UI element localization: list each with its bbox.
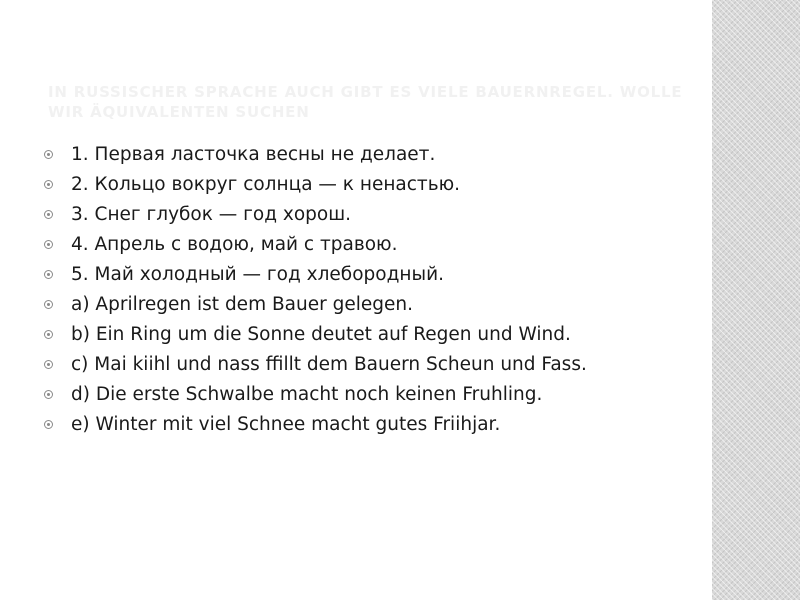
list-item xyxy=(44,353,644,376)
list-item xyxy=(44,413,644,436)
list-item-text: 3. Снег глубок — год хорош. xyxy=(71,204,352,225)
list-item xyxy=(44,173,644,196)
target-bullet-icon xyxy=(44,270,53,279)
list-item-text: e) Winter mit viel Schnee macht gutes Friihjar. xyxy=(71,414,501,435)
list-item-text: a) Aprilregen ist dem Bauer gelegen. xyxy=(71,294,413,315)
target-bullet-icon xyxy=(44,390,53,399)
list-item-text: d) Die erste Schwalbe macht noch keinen Fruhling. xyxy=(71,384,543,405)
side-decor-band xyxy=(712,0,800,600)
list-item-text: 2. Кольцо вокруг солнца — к ненастью. xyxy=(71,174,461,195)
target-bullet-icon xyxy=(44,210,53,219)
list-item-text: 4. Апрель с водою, май с травою. xyxy=(71,234,398,255)
slide-title: IN RUSSISCHER SPRACHE AUCH GIBT ES VIELE BAUERNREGEL. WOLLE WIR ÄQUIVALENTEN SUCHEN xyxy=(48,83,683,121)
target-bullet-icon xyxy=(44,330,53,339)
target-bullet-icon xyxy=(44,240,53,249)
list-item xyxy=(44,383,644,406)
list-item xyxy=(44,203,644,226)
list-item xyxy=(44,323,644,346)
target-bullet-icon xyxy=(44,360,53,369)
list-item xyxy=(44,143,644,166)
target-bullet-icon xyxy=(44,180,53,189)
list-item-text: 5. Май холодный — год хлебородный. xyxy=(71,264,444,285)
list-item xyxy=(44,293,644,316)
list-item xyxy=(44,233,644,256)
bullet-list xyxy=(44,143,644,443)
target-bullet-icon xyxy=(44,420,53,429)
target-bullet-icon xyxy=(44,150,53,159)
target-bullet-icon xyxy=(44,300,53,309)
list-item xyxy=(44,263,644,286)
list-item-text: 1. Первая ласточка весны не делает. xyxy=(71,144,436,165)
list-item-text: b) Ein Ring um die Sonne deutet auf Regen und Wind. xyxy=(71,324,571,345)
list-item-text: c) Mai kiihl und nass ffillt dem Bauern Scheun und Fass. xyxy=(71,354,587,375)
